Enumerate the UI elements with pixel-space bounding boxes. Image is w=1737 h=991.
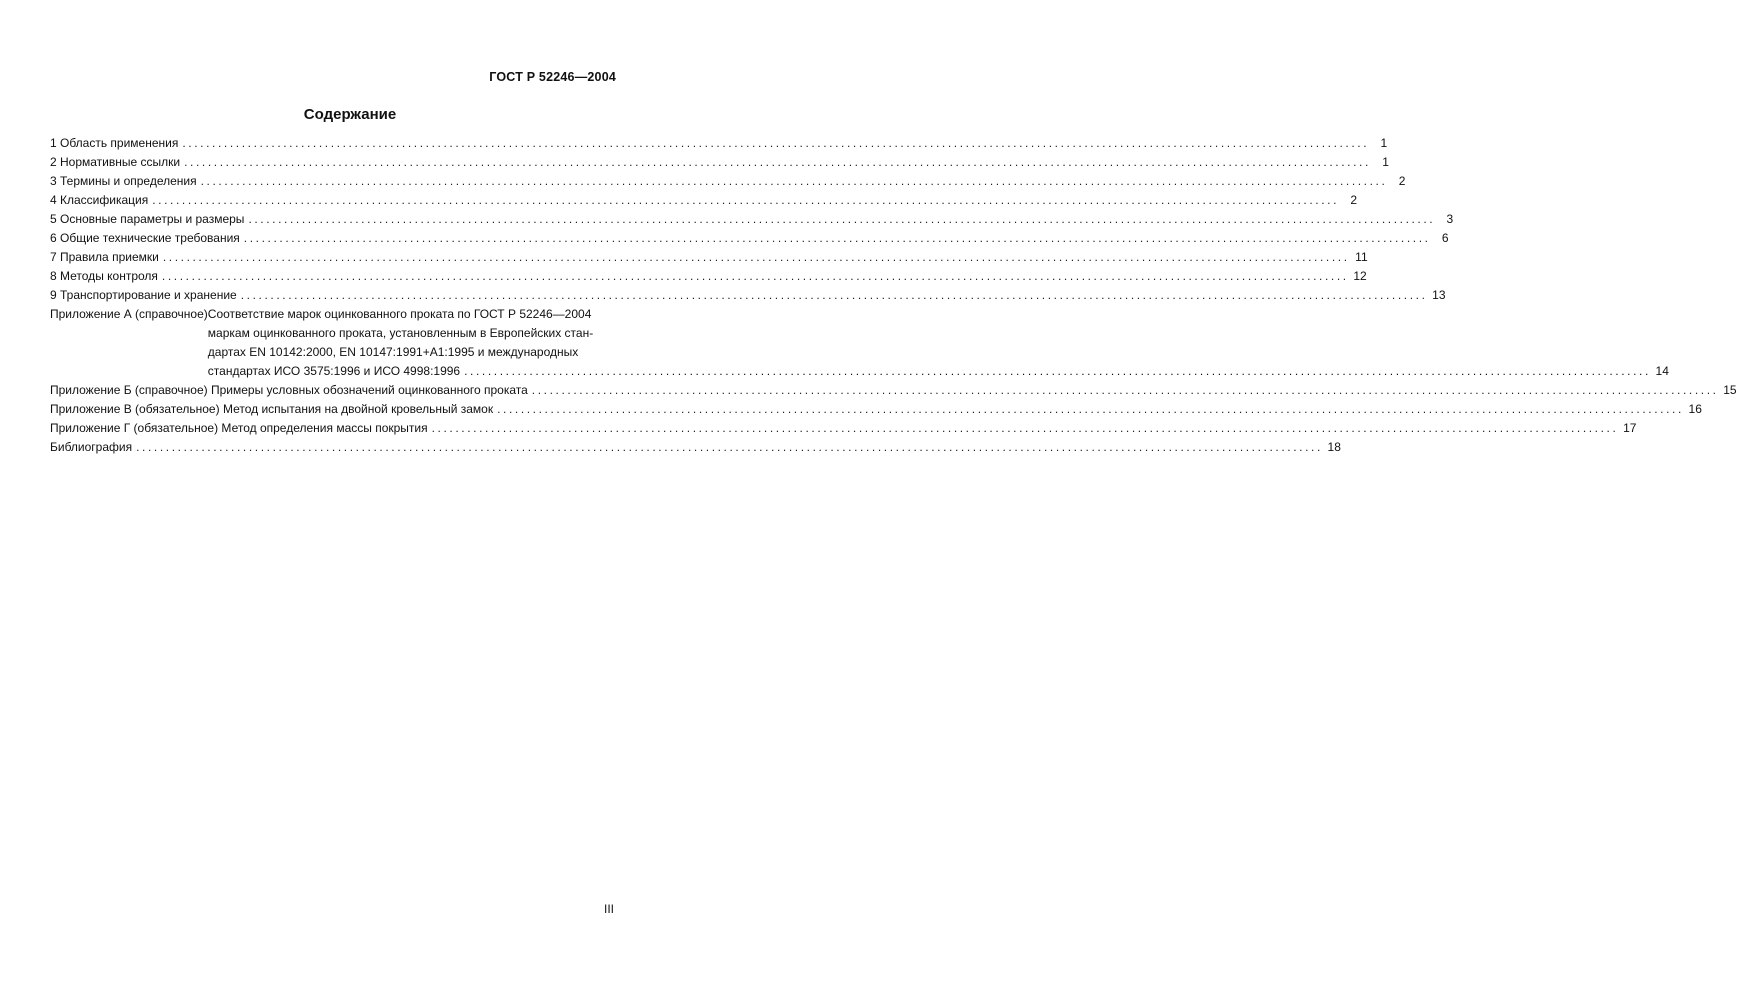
toc-entry-label: 3 Термины и определения <box>50 174 197 188</box>
toc-entry[interactable] <box>50 267 1367 286</box>
toc-leader-dots: ........................................................................................................................................................................................................ <box>243 231 1431 245</box>
toc-entry-label: 5 Основные параметры и размеры <box>50 212 245 226</box>
toc-entry-label: 4 Классификация <box>50 193 149 207</box>
toc-entry-appendix-a[interactable] <box>50 305 1669 381</box>
toc-entry[interactable] <box>50 172 1406 191</box>
toc-entry-page: 15 <box>1723 383 1737 397</box>
toc-entry[interactable] <box>50 191 1358 210</box>
toc-entry-last-line <box>208 362 1669 381</box>
toc-entry-line: Соответствие марок оцинкованного проката по ГОСТ Р 52246—2004 <box>207 307 592 321</box>
toc-entry-page: 17 <box>1623 421 1637 435</box>
toc-entry-page: 6 <box>1441 231 1449 245</box>
toc-leader-dots: ........................................................................................................................................................................................................ <box>182 136 1370 150</box>
toc-entry[interactable] <box>50 134 1388 153</box>
toc-entry[interactable] <box>50 286 1446 305</box>
toc-leader-dots: ........................................................................................................................................................................................................ <box>431 421 1619 435</box>
toc-leader-dots: ........................................................................................................................................................................................................ <box>497 402 1684 416</box>
toc-entry[interactable] <box>50 438 1341 457</box>
toc-leader-dots: ........................................................................................................................................................................................................ <box>464 364 1651 378</box>
toc-entry-label: 9 Транспортирование и хранение <box>50 288 237 302</box>
toc-entry-page: 2 <box>1398 174 1406 188</box>
toc-entry[interactable] <box>50 419 1637 438</box>
document-code: ГОСТ Р 52246—2004 <box>489 70 616 84</box>
toc-entry-page: 14 <box>1655 364 1669 378</box>
toc-entry-page: 18 <box>1327 440 1341 454</box>
toc-leader-dots: ........................................................................................................................................................................................................ <box>248 212 1436 226</box>
toc-entry-page: 12 <box>1353 269 1367 283</box>
toc-entry-label: 1 Область применения <box>50 136 179 150</box>
toc-entry[interactable] <box>50 229 1449 248</box>
toc-leader-dots: ........................................................................................................................................................................................................ <box>162 250 1350 264</box>
toc-sections <box>50 134 1454 305</box>
toc-entry[interactable] <box>50 381 1737 400</box>
toc-entry-label: 2 Нормативные ссылки <box>50 155 181 169</box>
toc-entry-page: 1 <box>1382 155 1389 169</box>
toc-entry-label: Приложение В (обязательное) Метод испытания на двойной кровельный замок <box>50 402 494 416</box>
toc-entry-label: 7 Правила приемки <box>50 250 159 264</box>
toc-entry-page: 16 <box>1688 402 1702 416</box>
toc-entry-page: 1 <box>1380 136 1388 150</box>
toc-entry-label: Библиография <box>50 440 133 454</box>
toc-entry[interactable] <box>50 153 1389 172</box>
toc-entry-line: маркам оцинкованного проката, установленным в Европейских стан- <box>207 326 594 340</box>
toc-leader-dots: ........................................................................................................................................................................................................ <box>200 174 1388 188</box>
toc-title: Содержание <box>303 106 397 123</box>
toc-entry-label: 6 Общие технические требования <box>50 231 240 245</box>
page-number: III <box>603 902 614 916</box>
toc-entry-line: стандартах ИСО 3575:1996 и ИСО 4998:1996 <box>207 364 461 378</box>
toc-entry[interactable] <box>50 400 1702 419</box>
toc-entry-body <box>208 305 1669 381</box>
toc-entry-label-prefix: Приложение А (справочное) <box>50 307 208 321</box>
toc-leader-dots: ........................................................................................................................................................................................................ <box>240 288 1428 302</box>
toc-leader-dots: ........................................................................................................................................................................................................ <box>152 193 1340 207</box>
toc-entry-page: 13 <box>1432 288 1446 302</box>
toc-leader-dots: ........................................................................................................................................................................................................ <box>184 155 1371 169</box>
toc-entry-label: Приложение Г (обязательное) Метод определения массы покрытия <box>50 421 428 435</box>
toc-entry-line: дартах EN 10142:2000, EN 10147:1991+A1:1995 и международных <box>207 345 579 359</box>
toc-entry[interactable] <box>50 210 1454 229</box>
toc-entry-label: Приложение Б (справочное) Примеры условных обозначений оцинкованного проката <box>50 383 528 397</box>
toc-leader-dots: ........................................................................................................................................................................................................ <box>531 383 1719 397</box>
toc-entry-label: 8 Методы контроля <box>50 269 158 283</box>
toc-entry-page: 11 <box>1355 250 1368 264</box>
toc-entry-page: 3 <box>1446 212 1454 226</box>
toc-entry-page: 2 <box>1350 193 1358 207</box>
toc-entry[interactable] <box>50 248 1368 267</box>
table-of-contents <box>50 134 1737 457</box>
toc-appendices <box>50 381 1737 457</box>
toc-leader-dots: ........................................................................................................................................................................................................ <box>161 269 1349 283</box>
toc-leader-dots: ........................................................................................................................................................................................................ <box>136 440 1323 454</box>
